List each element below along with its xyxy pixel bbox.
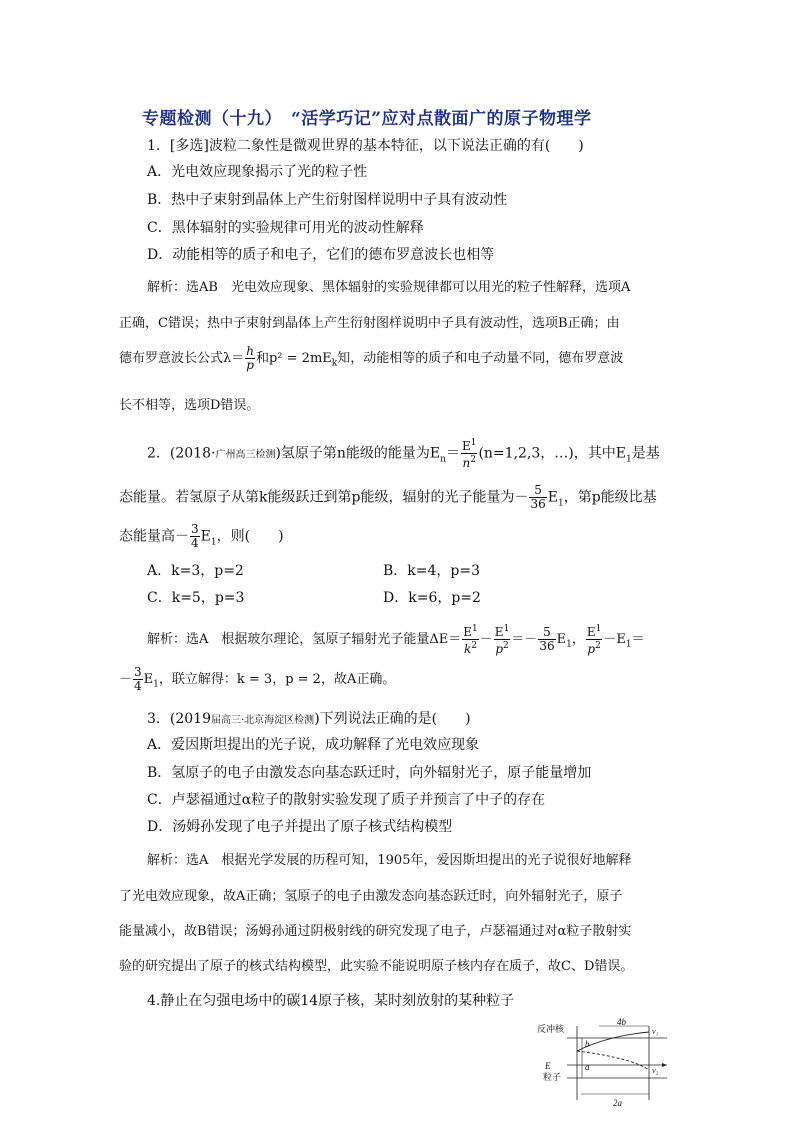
q2-stem-line1: 2．(2018·广州高三检测)氢原子第n能级的能量为$E_n=$ $\frac{E^1}{n^2}$ (n=1,2,3，…)，其中$E_1$是基: [147, 438, 660, 470]
q3-option-c: C．卢瑟福通过α粒子的散射实验发现了质子并预言了中子的存在: [147, 792, 546, 808]
q3-option-d: D．汤姆孙发现了电子并提出了原子核式结构模型: [147, 819, 453, 835]
q2-option-a: A．k=3，p=2: [147, 563, 244, 579]
q3-stem: 3．(2019届高三·北京海淀区检测)下列说法正确的是( ): [147, 711, 471, 727]
page-title: 专题检测（十九） “活学巧记”应对点散面广的原子物理学: [142, 109, 592, 129]
q1-stem: 1．[多选]波粒二象性是微观世界的基本特征，以下说法正确的有( ): [147, 138, 584, 154]
q1-analysis-line3: 德布罗意波长公式λ＝ $\frac{h}{p}$ 和$p^2 = 2mE_k$知，动能相等的质子和电子动量不同，德布罗意波: [119, 344, 624, 372]
q1-option-b: B．热中子束射到晶体上产生衍射图样说明中子具有波动性: [147, 192, 508, 208]
label-b: b: [585, 1039, 590, 1049]
q1-analysis-line2: 正确，C错误；热中子束射到晶体上产生衍射图样说明中子具有波动性，选项B正确；由: [119, 316, 620, 331]
q2-option-b: B．k=4，p=3: [383, 563, 481, 579]
q2-option-c: C．k=5，p=3: [147, 590, 245, 606]
q3-analysis-line2: 了光电效应现象，故A正确；氢原子的电子由激发态向基态跃迁时，向外辐射光子，原子: [119, 889, 623, 904]
q4-stem: 4.静止在匀强电场中的碳14原子核，某时刻放射的某种粒子: [147, 993, 515, 1009]
fraction-3-over-4: $\frac{3}{4}$: [191, 522, 199, 550]
q1-analysis-line4: 长不相等，选项D错误。: [119, 398, 260, 413]
fraction-e1-over-n2: $\frac{E^1}{n^2}$: [461, 438, 477, 470]
q2-stem-line3: 态能量高－ $\frac{3}{4}$ $E_1$，则( ): [119, 522, 284, 550]
q3-option-b: B．氢原子的电子由激发态向基态跃迁时，向外辐射光子，原子能量增加: [147, 765, 592, 781]
q3-analysis-line3: 能量减小，故B错误；汤姆孙通过阴极射线的研究发现了电子，卢瑟福通过对α粒子散射实: [119, 924, 632, 939]
q3-analysis-line4: 验的研究提出了原子的核式结构模型，此实验不能说明原子核内存在质子，故C、D错误。: [119, 959, 634, 974]
q2-analysis-line1: 解析：选A 根据玻尔理论，氢原子辐射光子能量ΔE＝ $\frac{E^1}{k^2}$ － $\frac{E^1}{p^2}$ ＝－ $\frac{5}{36}$ $E_1$， $\frac{E^1}{p^2}$ $-E_1=$: [147, 624, 645, 656]
label-particle: 粒子: [543, 1072, 562, 1082]
q1-option-d: D．动能相等的质子和电子，它们的德布罗意波长也相等: [147, 247, 495, 263]
label-recoil-nucleus: 反冲核: [537, 1024, 565, 1034]
q3-analysis-line1: 解析：选A 根据光学发展的历程可知，1905年，爱因斯坦提出的光子说很好地解释: [147, 853, 632, 868]
label-v2: v₂: [652, 1066, 659, 1075]
label-field-e: E: [545, 1061, 551, 1071]
label-4b: 4b: [617, 1018, 626, 1027]
q1-option-a: A．光电效应现象揭示了光的粒子性: [147, 164, 368, 180]
q1-option-c: C．黑体辐射的实验规律可用光的波动性解释: [147, 220, 424, 236]
label-v1: v₁: [652, 1027, 659, 1036]
q3-option-a: A．爱因斯坦提出的光子说，成功解释了光电效应现象: [147, 737, 480, 753]
q2-analysis-line2: － $\frac{3}{4}$ $E_1$，联立解得：k = 3，p = 2，故A正确。: [119, 665, 396, 693]
label-a: a: [585, 1062, 590, 1072]
q2-option-d: D．k=6，p=2: [383, 590, 481, 606]
q1-analysis-line1: 解析：选AB 光电效应现象、黑体辐射的实验规律都可以用光的粒子性解释，选项A: [147, 280, 631, 295]
q2-stem-line2: 态能量。若氢原子从第k能级跃迁到第p能级，辐射的光子能量为－ $\frac{5}{36}$ $E_1$，第p能级比基: [119, 483, 657, 511]
q4-trajectory-figure: [537, 1018, 677, 1110]
label-2a: 2a: [613, 1098, 622, 1108]
fraction-5-over-36: $\frac{5}{36}$: [530, 483, 546, 511]
fraction-h-over-p: $\frac{h}{p}$: [246, 344, 254, 372]
